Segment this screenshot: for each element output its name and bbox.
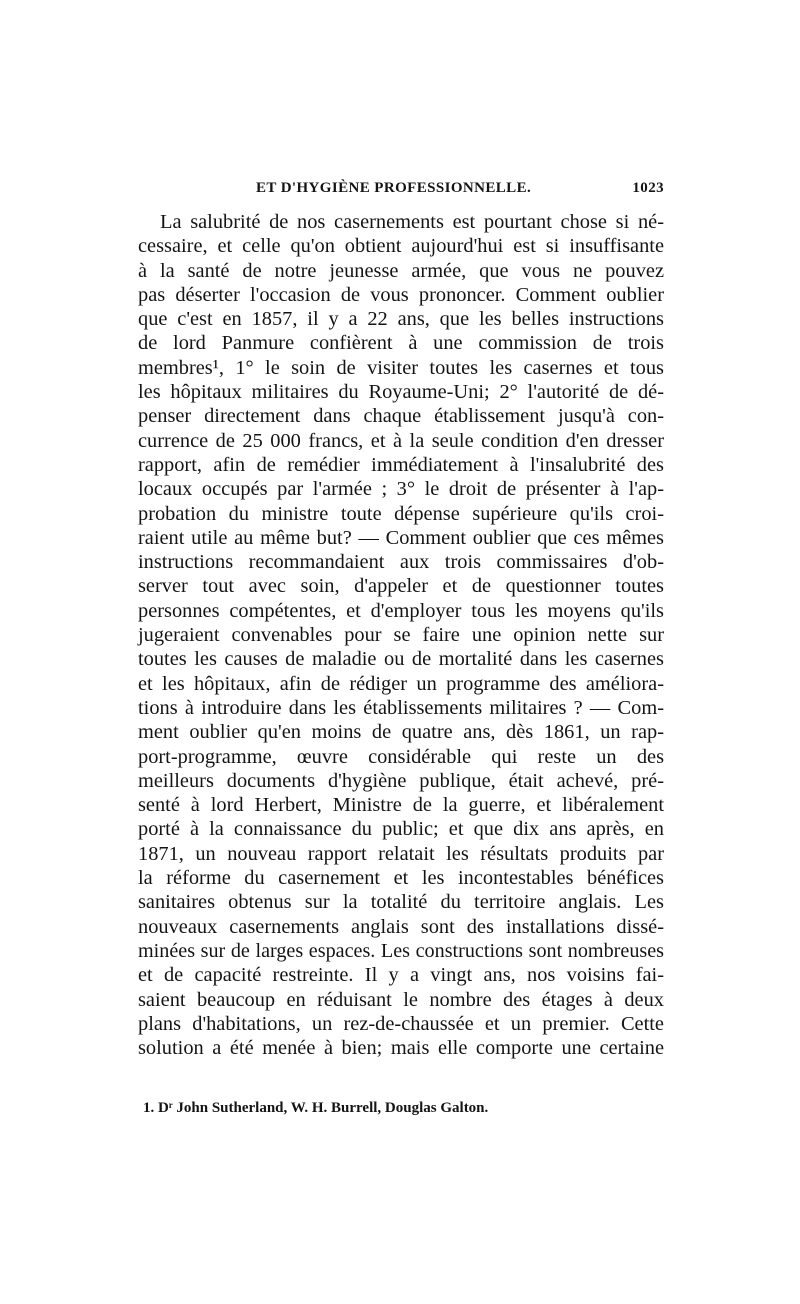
text-line: personnes compétentes, et d'employer tous les moyens qu'ils — [138, 599, 664, 622]
text-line: toutes les causes de maladie ou de mortalité dans les casernes — [138, 648, 664, 671]
text-line: port-programme, œuvre considérable qui reste un des — [138, 745, 664, 768]
text-line: les hôpitaux militaires du Royaume-Uni; 2° l'autorité de dé- — [138, 381, 664, 404]
text-line: membres¹, 1° le soin de visiter toutes les casernes et tous — [138, 356, 664, 379]
running-title: ET D'HYGIÈNE PROFESSIONNELLE. — [256, 180, 532, 196]
text-line: jugeraient convenables pour se faire une opinion nette sur — [138, 624, 664, 647]
text-line: pas déserter l'occasion de vous prononcer. Comment oublier — [138, 283, 664, 306]
text-line: penser directement dans chaque établissement jusqu'à con- — [138, 405, 664, 428]
text-line: à la santé de notre jeunesse armée, que vous ne pouvez — [138, 259, 664, 282]
text-line: senté à lord Herbert, Ministre de la guerre, et libéralement — [138, 794, 664, 817]
page-number: 1023 — [632, 180, 664, 196]
text-line: sanitaires obtenus sur la totalité du territoire anglais. Les — [138, 891, 664, 914]
text-line: la réforme du casernement et les incontestables bénéfices — [138, 867, 664, 890]
text-line: tions à introduire dans les établissements militaires ? — Com- — [138, 696, 664, 719]
text-line: meilleurs documents d'hygiène publique, était achevé, pré- — [138, 769, 664, 792]
text-line: La salubrité de nos casernements est pourtant chose si né- — [160, 211, 664, 233]
text-line: cessaire, et celle qu'on obtient aujourd'hui est si insuffisante — [138, 235, 664, 258]
text-line: porté à la connaissance du public; et que dix ans après, en — [138, 818, 664, 841]
text-line: currence de 25 000 francs, et à la seule condition d'en dresser — [138, 429, 664, 452]
text-line: et de capacité restreinte. Il y a vingt ans, nos voisins fai- — [138, 964, 664, 987]
text-line: ment oublier qu'en moins de quatre ans, dès 1861, un rap- — [138, 721, 664, 744]
text-line: server tout avec soin, d'appeler et de questionner toutes — [138, 575, 664, 598]
text-line: solution a été menée à bien; mais elle comporte une certaine — [138, 1037, 664, 1060]
text-line: probation du ministre toute dépense supérieure qu'ils croi- — [138, 502, 664, 525]
text-line: raient utile au même but? — Comment oublier que ces mêmes — [138, 526, 664, 549]
text-line: que c'est en 1857, il y a 22 ans, que les belles instructions — [138, 308, 664, 331]
text-line: nouveaux casernements anglais sont des installations dissé- — [138, 915, 664, 938]
body-paragraph — [138, 210, 664, 1060]
running-head — [138, 180, 664, 204]
text-line: rapport, afin de remédier immédiatement à l'insalubrité des — [138, 453, 664, 476]
text-line: minées sur de larges espaces. Les constructions sont nombreuses — [138, 939, 664, 962]
text-line: et les hôpitaux, afin de rédiger un programme des améliora- — [138, 672, 664, 695]
text-line: plans d'habitations, un rez-de-chaussée et un premier. Cette — [138, 1012, 664, 1035]
text-line: 1871, un nouveau rapport relatait les résultats produits par — [138, 842, 664, 865]
text-line: saient beaucoup en réduisant le nombre des étages à deux — [138, 988, 664, 1011]
text-line: instructions recommandaient aux trois commissaires d'ob- — [138, 551, 664, 574]
footnote: 1. Dʳ John Sutherland, W. H. Burrell, Douglas Galton. — [143, 1100, 489, 1116]
text-line: locaux occupés par l'armée ; 3° le droit de présenter à l'ap- — [138, 478, 664, 501]
text-line: de lord Panmure confièrent à une commission de trois — [138, 332, 664, 355]
